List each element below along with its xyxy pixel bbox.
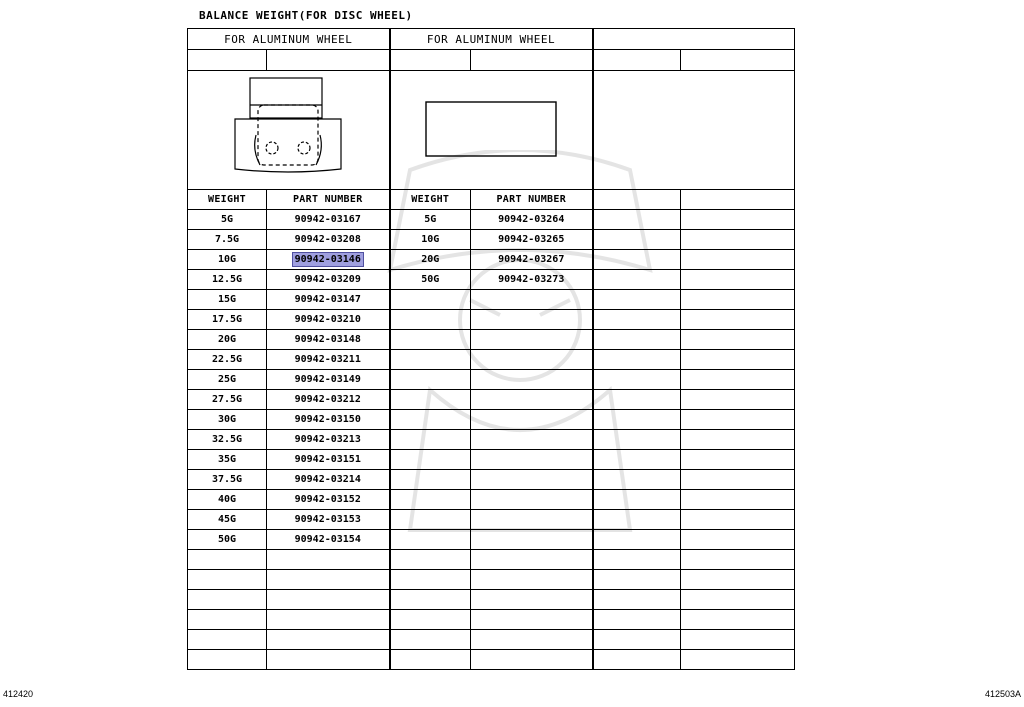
table-row xyxy=(188,270,795,290)
clip-on-weight-icon xyxy=(228,75,348,183)
table-row xyxy=(188,230,795,250)
weight-value: 45G xyxy=(217,514,237,525)
weight-value: 50G xyxy=(217,534,237,545)
weight-value: 10G xyxy=(217,254,237,265)
part-number-link[interactable]: 90942-03210 xyxy=(294,314,361,325)
column-header-part-number: PART NUMBER xyxy=(267,190,390,210)
table-row xyxy=(188,450,795,470)
weight-value: 37.5G xyxy=(211,474,243,485)
part-number-link[interactable]: 90942-03213 xyxy=(294,434,361,445)
part-number-link[interactable]: 90942-03152 xyxy=(294,494,361,505)
weight-value: 35G xyxy=(217,454,237,465)
part-number-link[interactable]: 90942-03212 xyxy=(294,394,361,405)
table-row xyxy=(188,290,795,310)
part-number-link[interactable]: 90942-03273 xyxy=(498,274,565,285)
table-row xyxy=(188,550,795,570)
adhesive-weight-icon xyxy=(421,97,561,161)
table-row xyxy=(188,490,795,510)
table-row xyxy=(188,210,795,230)
part-number-link[interactable]: 90942-03208 xyxy=(294,234,361,245)
weight-value: 30G xyxy=(217,414,237,425)
weight-value: 20G xyxy=(421,254,440,265)
part-number-link[interactable]: 90942-03265 xyxy=(498,234,565,245)
table-row xyxy=(188,390,795,410)
part-number-link[interactable]: 90942-03148 xyxy=(294,334,361,345)
weight-value: 15G xyxy=(217,294,237,305)
table-row xyxy=(188,310,795,330)
weight-value: 40G xyxy=(217,494,237,505)
weight-value: 5G xyxy=(220,214,234,225)
part-number-link[interactable]: 90942-03209 xyxy=(294,274,361,285)
weight-value: 32.5G xyxy=(211,434,243,445)
part-number-link[interactable]: 90942-03151 xyxy=(294,454,361,465)
table-row xyxy=(188,410,795,430)
weight-value: 10G xyxy=(421,234,440,245)
column-header-weight: WEIGHT xyxy=(390,190,471,210)
illustration-cell xyxy=(390,71,593,190)
table-row xyxy=(188,590,795,610)
table-row xyxy=(188,370,795,390)
part-number-link[interactable]: 90942-03214 xyxy=(294,474,361,485)
table-row xyxy=(188,650,795,670)
part-number-link[interactable]: 90942-03153 xyxy=(294,514,361,525)
page-title: BALANCE WEIGHT(FOR DISC WHEEL) xyxy=(199,9,413,22)
part-number-link[interactable]: 90942-03150 xyxy=(294,414,361,425)
part-number-link[interactable]: 90942-03147 xyxy=(294,294,361,305)
part-number-link[interactable]: 90942-03149 xyxy=(294,374,361,385)
part-number-link[interactable]: 90942-03211 xyxy=(294,354,361,365)
part-number-link[interactable]: 90942-03146 xyxy=(294,254,361,265)
weight-value: 25G xyxy=(217,374,237,385)
table-row xyxy=(188,350,795,370)
weight-value: 20G xyxy=(217,334,237,345)
table-row xyxy=(188,430,795,450)
weight-value: 17.5G xyxy=(211,314,243,325)
table-row xyxy=(188,510,795,530)
part-number-link[interactable]: 90942-03167 xyxy=(294,214,361,225)
group-header-empty xyxy=(593,29,795,50)
weight-value: 12.5G xyxy=(211,274,243,285)
weight-value: 50G xyxy=(421,274,440,285)
table-row xyxy=(188,250,795,270)
table-row xyxy=(188,470,795,490)
table-row xyxy=(188,530,795,550)
table-row xyxy=(188,630,795,650)
illustration-cell xyxy=(188,71,390,190)
part-number-link[interactable]: 90942-03267 xyxy=(498,254,565,265)
part-number-link[interactable]: 90942-03264 xyxy=(498,214,565,225)
column-header-part-number: PART NUMBER xyxy=(471,190,593,210)
group-header: FOR ALUMINUM WHEEL xyxy=(390,29,593,50)
weight-value: 27.5G xyxy=(211,394,243,405)
figure-code-right: 412503A xyxy=(984,689,1021,699)
weight-value: 5G xyxy=(424,214,437,225)
figure-code-left: 412420 xyxy=(3,689,34,699)
parts-table xyxy=(187,28,795,670)
table-row xyxy=(188,570,795,590)
group-header: FOR ALUMINUM WHEEL xyxy=(188,29,390,50)
column-header-weight: WEIGHT xyxy=(188,190,267,210)
weight-value: 7.5G xyxy=(214,234,240,245)
weight-value: 22.5G xyxy=(211,354,243,365)
table-row xyxy=(188,610,795,630)
table-row xyxy=(188,330,795,350)
part-number-link[interactable]: 90942-03154 xyxy=(294,534,361,545)
